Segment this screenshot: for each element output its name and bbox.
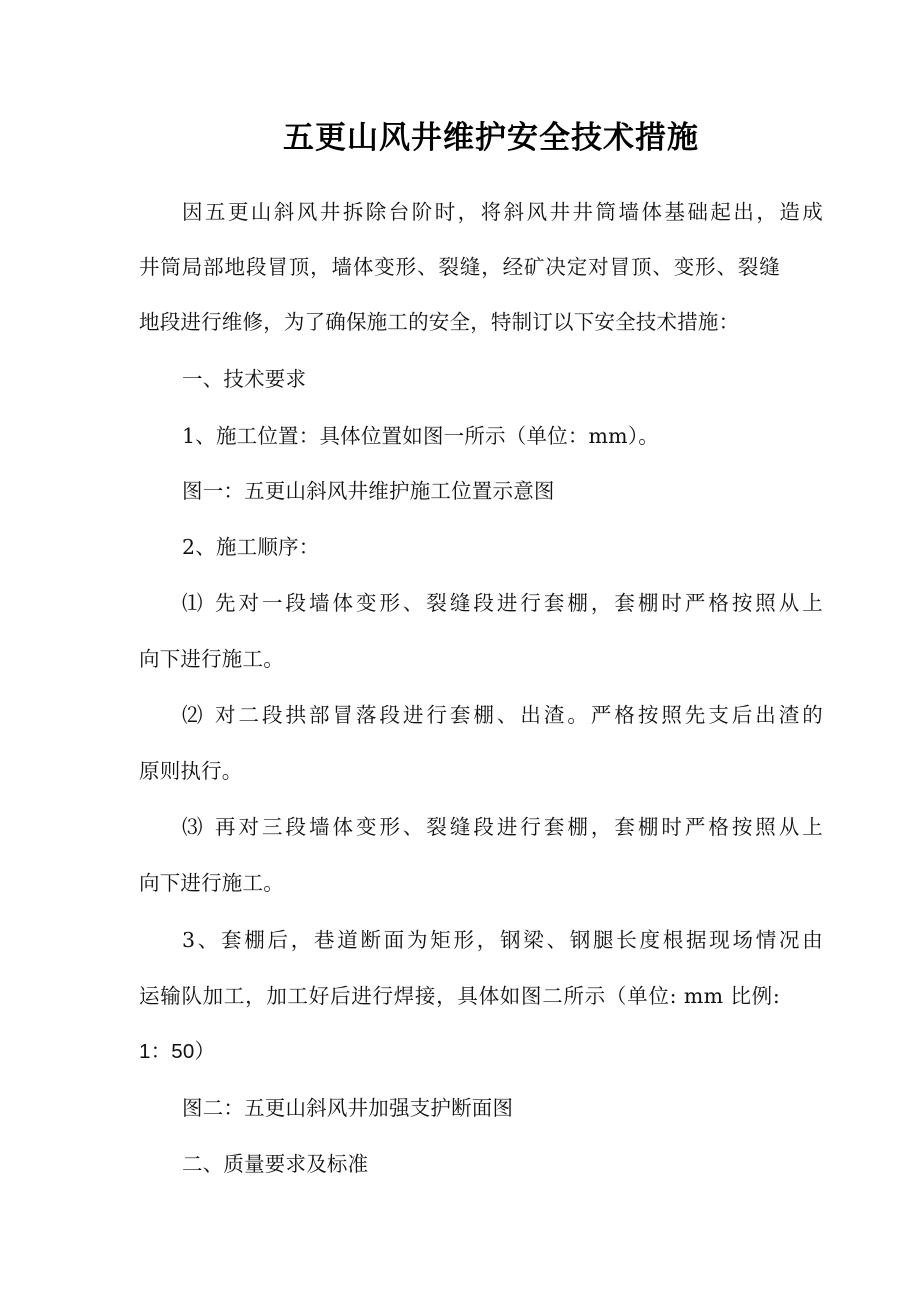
figure-2-caption: 图二：五更山斜风井加强支护断面图 (182, 1096, 514, 1120)
step-3-line-1: ⑶ 再对三段墙体变形、裂缝段进行套棚，套棚时严格按照从上 (182, 815, 823, 839)
step-1-line-2: 向下进行施工。 (139, 647, 284, 671)
figure-1-caption: 图一：五更山斜风井维护施工位置示意图 (182, 479, 555, 503)
intro-line-2: 井筒局部地段冒顶，墙体变形、裂缝，经矿决定对冒顶、变形、裂缝 (139, 255, 780, 279)
item-2-sequence: 2、施工顺序： (182, 535, 320, 559)
item-1-location: 1、施工位置：具体位置如图一所示（单位：mm）。 (182, 424, 659, 448)
intro-line-1: 因五更山斜风井拆除台阶时，将斜风井井筒墙体基础起出，造成 (182, 200, 823, 224)
intro-line-3: 地段进行维修，为了确保施工的安全，特制订以下安全技术措施： (139, 310, 740, 334)
item-3-line-1: 3、套棚后，巷道断面为矩形，钢梁、钢腿长度根据现场情况由 (182, 928, 823, 952)
step-2-line-2: 原则执行。 (139, 759, 243, 783)
item-3-line-2: 运输队加工，加工好后进行焊接，具体如图二所示（单位: mm 比例: (139, 984, 780, 1008)
item-3-line-3: 1：50） (139, 1040, 216, 1063)
section-1-heading: 一、技术要求 (182, 367, 307, 391)
document-title: 五更山风井维护安全技术措施 (283, 120, 699, 156)
step-2-line-1: ⑵ 对二段拱部冒落段进行套棚、出渣。严格按照先支后出渣的 (182, 703, 823, 727)
section-2-heading: 二、质量要求及标准 (182, 1152, 369, 1176)
step-1-line-1: ⑴ 先对一段墙体变形、裂缝段进行套棚，套棚时严格按照从上 (182, 591, 823, 615)
step-3-line-2: 向下进行施工。 (139, 871, 284, 895)
